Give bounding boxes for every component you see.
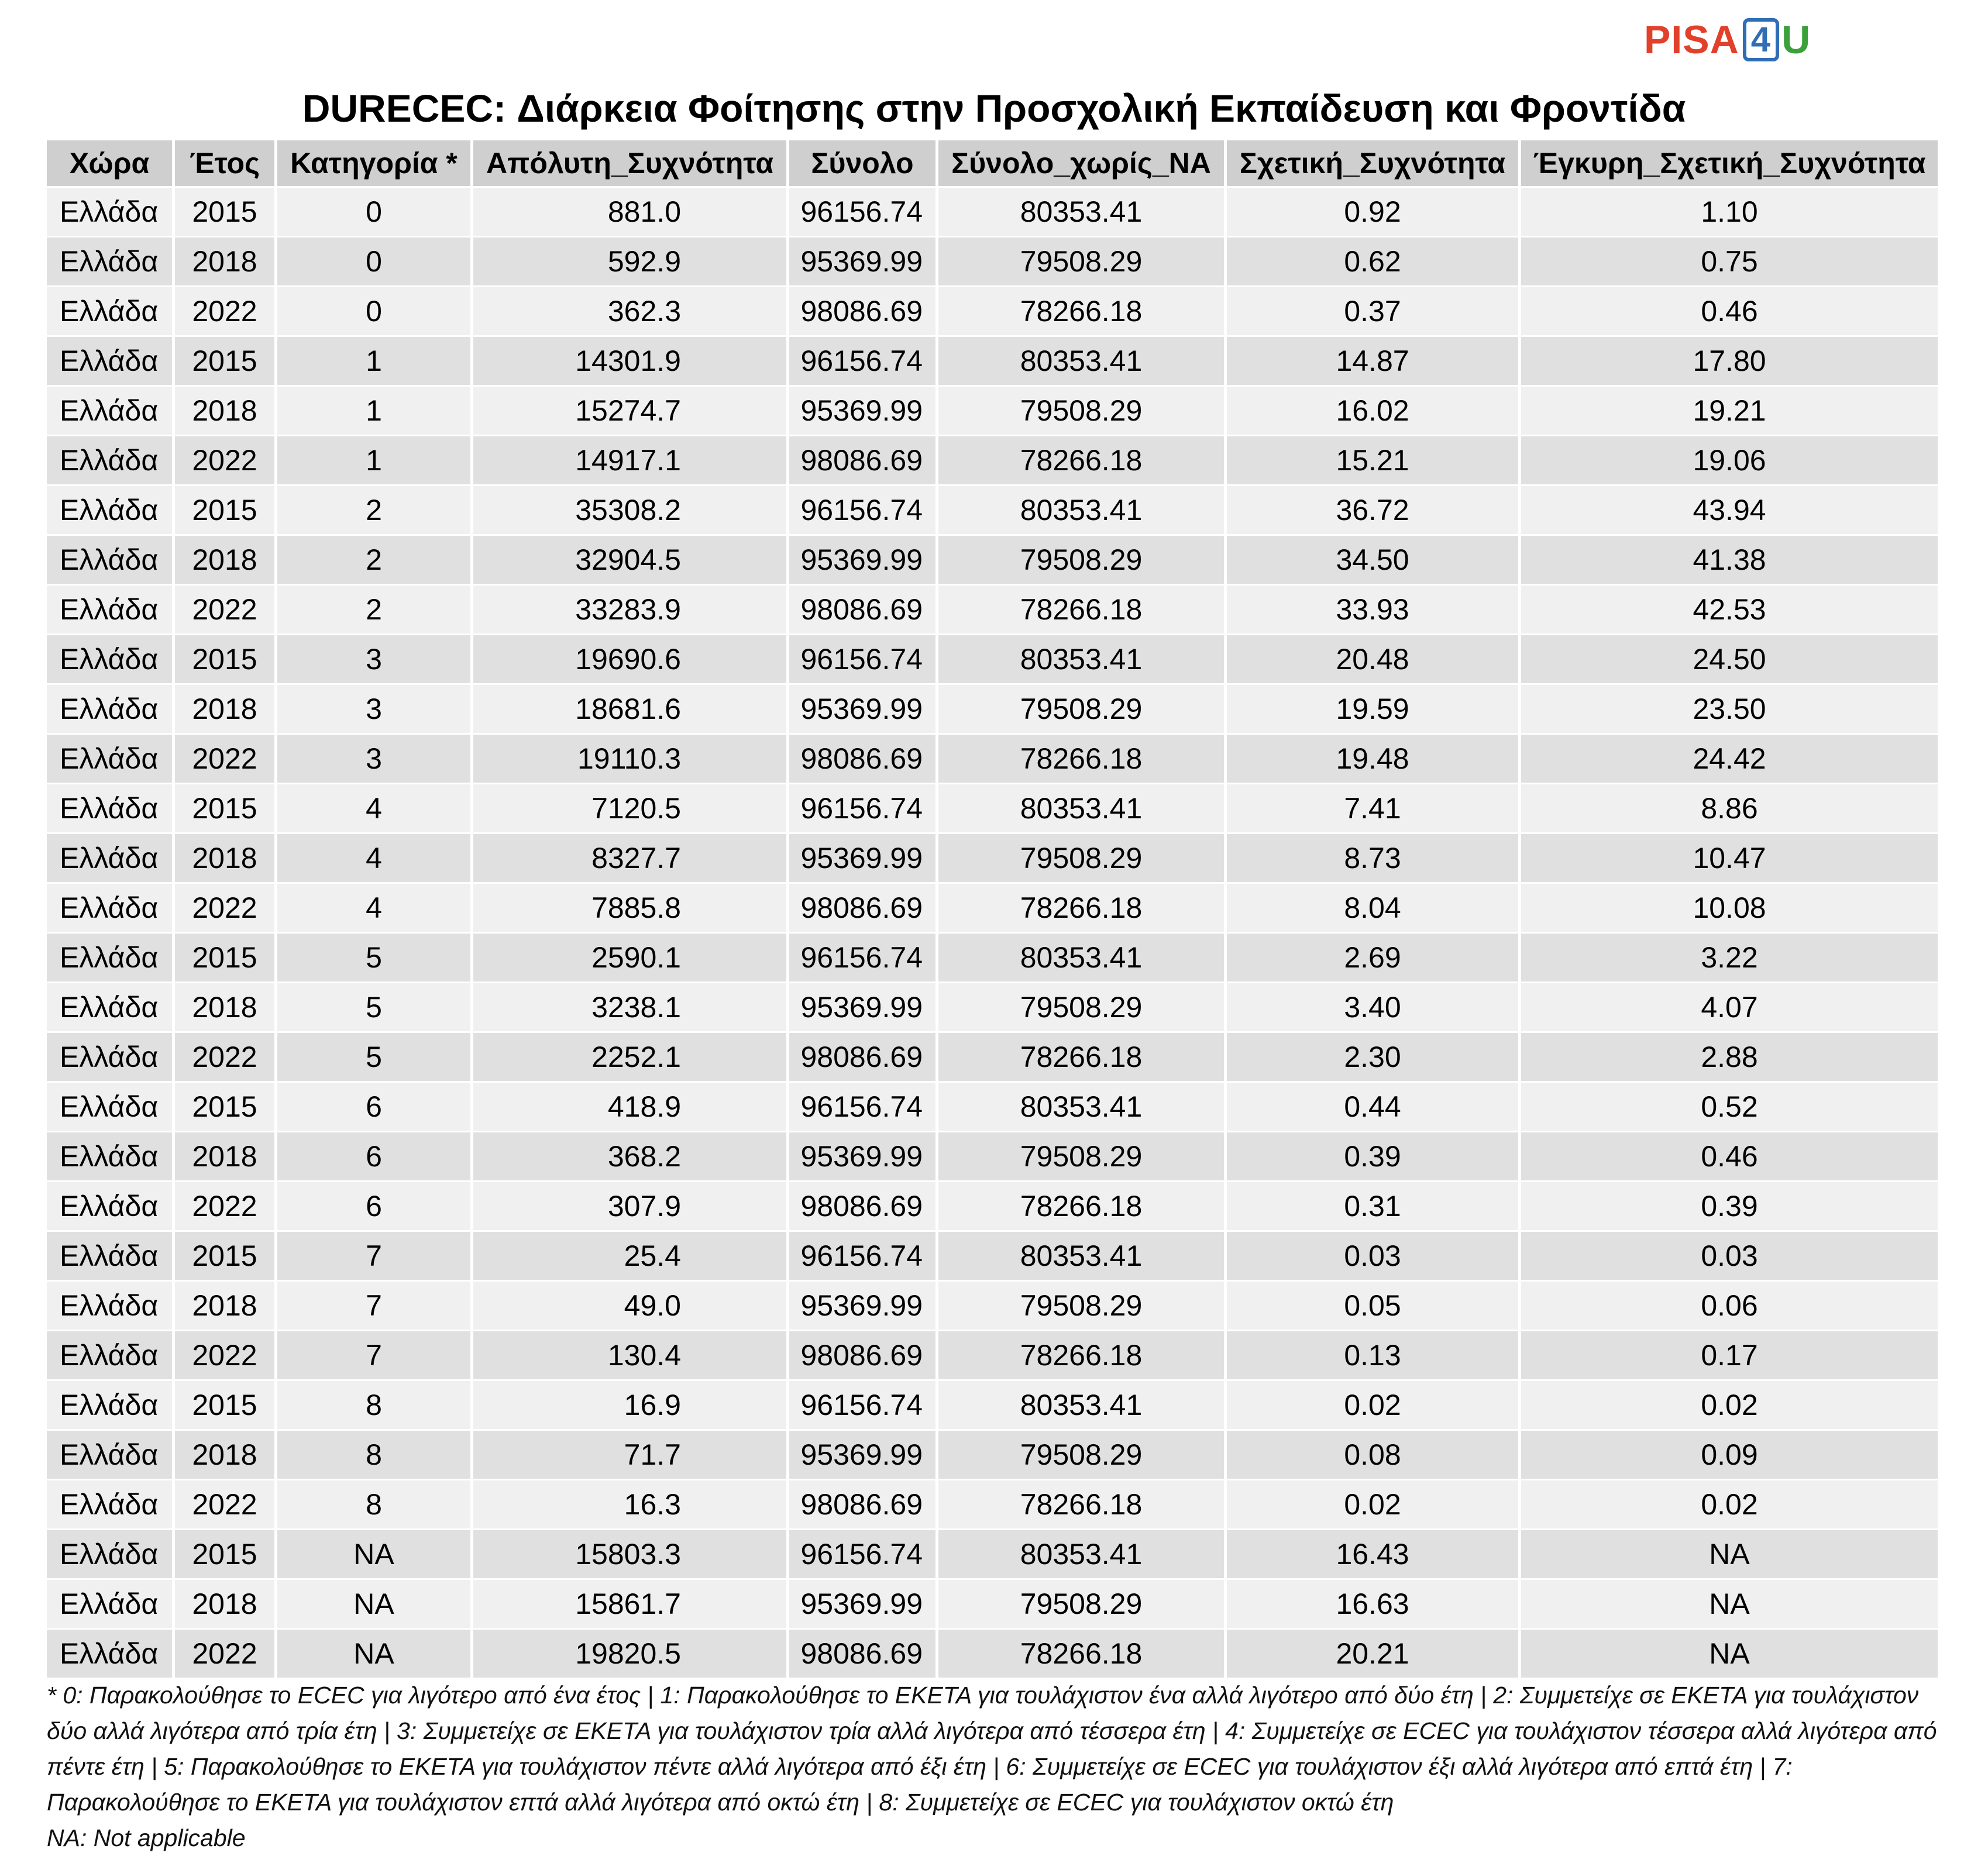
cell-absolute-frequency: 2590.1 — [473, 934, 786, 982]
cell-total: 95369.99 — [789, 536, 935, 584]
cell-category: 6 — [277, 1182, 470, 1230]
cell-category: 2 — [277, 486, 470, 534]
cell-category: 6 — [277, 1083, 470, 1131]
cell-year: 2022 — [175, 735, 274, 783]
cell-total: 96156.74 — [789, 784, 935, 832]
cell-category: 3 — [277, 635, 470, 683]
cell-category: NA — [277, 1630, 470, 1678]
cell-total-without-na: 79508.29 — [938, 536, 1224, 584]
cell-total: 96156.74 — [789, 188, 935, 236]
table-row — [47, 635, 1938, 683]
cell-absolute-frequency: 16.3 — [473, 1480, 786, 1528]
cell-year: 2018 — [175, 834, 274, 882]
cell-category: 0 — [277, 237, 470, 285]
cell-country: Ελλάδα — [47, 1530, 172, 1578]
cell-total-without-na: 80353.41 — [938, 784, 1224, 832]
cell-relative-frequency: 16.63 — [1227, 1580, 1518, 1628]
cell-absolute-frequency: 14917.1 — [473, 436, 786, 484]
cell-absolute-frequency: 19820.5 — [473, 1630, 786, 1678]
cell-total-without-na: 78266.18 — [938, 1331, 1224, 1379]
cell-country: Ελλάδα — [47, 586, 172, 633]
cell-year: 2022 — [175, 586, 274, 633]
cell-total: 98086.69 — [789, 1182, 935, 1230]
cell-year: 2018 — [175, 387, 274, 435]
cell-country: Ελλάδα — [47, 1232, 172, 1280]
cell-total: 98086.69 — [789, 1630, 935, 1678]
cell-category: 1 — [277, 436, 470, 484]
cell-total: 98086.69 — [789, 586, 935, 633]
cell-absolute-frequency: 32904.5 — [473, 536, 786, 584]
table-row — [47, 735, 1938, 783]
cell-valid-relative-frequency: 1.10 — [1521, 188, 1938, 236]
cell-year: 2022 — [175, 1331, 274, 1379]
cell-relative-frequency: 33.93 — [1227, 586, 1518, 633]
cell-category: 4 — [277, 834, 470, 882]
cell-valid-relative-frequency: 4.07 — [1521, 983, 1938, 1031]
cell-valid-relative-frequency: 0.02 — [1521, 1381, 1938, 1429]
cell-absolute-frequency: 15803.3 — [473, 1530, 786, 1578]
table-row — [47, 934, 1938, 982]
cell-year: 2015 — [175, 1083, 274, 1131]
cell-total: 96156.74 — [789, 337, 935, 385]
cell-category: 5 — [277, 934, 470, 982]
cell-valid-relative-frequency: 10.47 — [1521, 834, 1938, 882]
cell-total-without-na: 80353.41 — [938, 934, 1224, 982]
cell-total-without-na: 79508.29 — [938, 1580, 1224, 1628]
cell-country: Ελλάδα — [47, 735, 172, 783]
cell-total-without-na: 78266.18 — [938, 1033, 1224, 1081]
table-body — [47, 188, 1938, 1678]
cell-valid-relative-frequency: 0.02 — [1521, 1480, 1938, 1528]
cell-country: Ελλάδα — [47, 287, 172, 335]
cell-valid-relative-frequency: NA — [1521, 1630, 1938, 1678]
cell-total-without-na: 79508.29 — [938, 1282, 1224, 1330]
cell-relative-frequency: 0.31 — [1227, 1182, 1518, 1230]
table-row — [47, 436, 1938, 484]
table-row — [47, 486, 1938, 534]
cell-relative-frequency: 0.05 — [1227, 1282, 1518, 1330]
table-row — [47, 1530, 1938, 1578]
cell-valid-relative-frequency: 0.39 — [1521, 1182, 1938, 1230]
cell-absolute-frequency: 14301.9 — [473, 337, 786, 385]
cell-total-without-na: 80353.41 — [938, 188, 1224, 236]
cell-absolute-frequency: 49.0 — [473, 1282, 786, 1330]
cell-total-without-na: 78266.18 — [938, 884, 1224, 932]
cell-valid-relative-frequency: 43.94 — [1521, 486, 1938, 534]
cell-total: 96156.74 — [789, 1530, 935, 1578]
cell-valid-relative-frequency: 0.03 — [1521, 1232, 1938, 1280]
cell-valid-relative-frequency: 0.46 — [1521, 1132, 1938, 1180]
cell-relative-frequency: 0.44 — [1227, 1083, 1518, 1131]
cell-relative-frequency: 0.03 — [1227, 1232, 1518, 1280]
cell-total: 96156.74 — [789, 1083, 935, 1131]
footnote — [47, 1678, 1942, 1856]
cell-relative-frequency: 19.48 — [1227, 735, 1518, 783]
cell-relative-frequency: 0.08 — [1227, 1431, 1518, 1479]
cell-total-without-na: 78266.18 — [938, 1480, 1224, 1528]
cell-total-without-na: 79508.29 — [938, 387, 1224, 435]
cell-year: 2022 — [175, 436, 274, 484]
cell-relative-frequency: 8.73 — [1227, 834, 1518, 882]
cell-category: 3 — [277, 735, 470, 783]
cell-country: Ελλάδα — [47, 237, 172, 285]
cell-valid-relative-frequency: 23.50 — [1521, 685, 1938, 733]
cell-relative-frequency: 20.21 — [1227, 1630, 1518, 1678]
cell-absolute-frequency: 130.4 — [473, 1331, 786, 1379]
cell-year: 2018 — [175, 685, 274, 733]
cell-category: 5 — [277, 983, 470, 1031]
column-header-absolute-frequency: Απόλυτη_Συχνότητα — [473, 140, 786, 186]
cell-category: NA — [277, 1530, 470, 1578]
cell-year: 2018 — [175, 1282, 274, 1330]
cell-absolute-frequency: 8327.7 — [473, 834, 786, 882]
table-row — [47, 685, 1938, 733]
table-header-row — [47, 140, 1938, 186]
cell-total-without-na: 79508.29 — [938, 1431, 1224, 1479]
cell-total: 98086.69 — [789, 884, 935, 932]
cell-category: 4 — [277, 884, 470, 932]
cell-year: 2015 — [175, 188, 274, 236]
table-row — [47, 536, 1938, 584]
cell-year: 2015 — [175, 1232, 274, 1280]
cell-relative-frequency: 0.02 — [1227, 1480, 1518, 1528]
cell-year: 2022 — [175, 287, 274, 335]
cell-absolute-frequency: 35308.2 — [473, 486, 786, 534]
cell-total-without-na: 80353.41 — [938, 1232, 1224, 1280]
logo-text-4: 4 — [1743, 18, 1779, 61]
cell-year: 2015 — [175, 934, 274, 982]
cell-total: 95369.99 — [789, 1132, 935, 1180]
cell-total: 95369.99 — [789, 685, 935, 733]
cell-year: 2015 — [175, 1530, 274, 1578]
cell-total: 96156.74 — [789, 1232, 935, 1280]
column-header-category: Κατηγορία * — [277, 140, 470, 186]
cell-total: 95369.99 — [789, 1282, 935, 1330]
cell-total-without-na: 80353.41 — [938, 337, 1224, 385]
cell-valid-relative-frequency: 0.17 — [1521, 1331, 1938, 1379]
page-title: DURECEC: Διάρκεια Φοίτησης στην Προσχολική Εκπαίδευση και Φροντίδα — [302, 87, 1686, 130]
cell-relative-frequency: 0.13 — [1227, 1331, 1518, 1379]
cell-valid-relative-frequency: 0.09 — [1521, 1431, 1938, 1479]
cell-relative-frequency: 0.92 — [1227, 188, 1518, 236]
cell-absolute-frequency: 15861.7 — [473, 1580, 786, 1628]
cell-category: 1 — [277, 337, 470, 385]
cell-country: Ελλάδα — [47, 934, 172, 982]
table-row — [47, 237, 1938, 285]
cell-country: Ελλάδα — [47, 1282, 172, 1330]
cell-category: 8 — [277, 1381, 470, 1429]
cell-total-without-na: 78266.18 — [938, 1182, 1224, 1230]
cell-absolute-frequency: 3238.1 — [473, 983, 786, 1031]
cell-absolute-frequency: 2252.1 — [473, 1033, 786, 1081]
cell-valid-relative-frequency: NA — [1521, 1530, 1938, 1578]
cell-total-without-na: 80353.41 — [938, 635, 1224, 683]
cell-valid-relative-frequency: 41.38 — [1521, 536, 1938, 584]
cell-total-without-na: 80353.41 — [938, 1530, 1224, 1578]
data-table — [44, 139, 1941, 1679]
cell-absolute-frequency: 19690.6 — [473, 635, 786, 683]
cell-category: 6 — [277, 1132, 470, 1180]
cell-category: 0 — [277, 188, 470, 236]
cell-absolute-frequency: 592.9 — [473, 237, 786, 285]
cell-absolute-frequency: 18681.6 — [473, 685, 786, 733]
cell-relative-frequency: 0.39 — [1227, 1132, 1518, 1180]
cell-valid-relative-frequency: 0.46 — [1521, 287, 1938, 335]
cell-total-without-na: 79508.29 — [938, 834, 1224, 882]
cell-country: Ελλάδα — [47, 1580, 172, 1628]
table-row — [47, 1033, 1938, 1081]
cell-absolute-frequency: 362.3 — [473, 287, 786, 335]
cell-country: Ελλάδα — [47, 1132, 172, 1180]
table-row — [47, 1580, 1938, 1628]
cell-category: 5 — [277, 1033, 470, 1081]
table-row — [47, 1232, 1938, 1280]
cell-relative-frequency: 16.02 — [1227, 387, 1518, 435]
cell-relative-frequency: 16.43 — [1227, 1530, 1518, 1578]
table-row — [47, 1480, 1938, 1528]
cell-total: 95369.99 — [789, 387, 935, 435]
column-header-total: Σύνολο — [789, 140, 935, 186]
footnote-na-note: NA: Not applicable — [47, 1824, 246, 1851]
cell-total: 98086.69 — [789, 287, 935, 335]
cell-country: Ελλάδα — [47, 1630, 172, 1678]
table-row — [47, 834, 1938, 882]
cell-country: Ελλάδα — [47, 387, 172, 435]
cell-total: 96156.74 — [789, 635, 935, 683]
table-row — [47, 188, 1938, 236]
cell-total: 95369.99 — [789, 983, 935, 1031]
cell-valid-relative-frequency: 17.80 — [1521, 337, 1938, 385]
cell-relative-frequency: 34.50 — [1227, 536, 1518, 584]
column-header-country: Χώρα — [47, 140, 172, 186]
cell-year: 2018 — [175, 1580, 274, 1628]
table-row — [47, 983, 1938, 1031]
cell-total: 98086.69 — [789, 1033, 935, 1081]
table-row — [47, 1331, 1938, 1379]
table-row — [47, 586, 1938, 633]
cell-valid-relative-frequency: 2.88 — [1521, 1033, 1938, 1081]
cell-valid-relative-frequency: 3.22 — [1521, 934, 1938, 982]
cell-country: Ελλάδα — [47, 337, 172, 385]
cell-year: 2015 — [175, 1381, 274, 1429]
cell-valid-relative-frequency: 0.75 — [1521, 237, 1938, 285]
cell-year: 2022 — [175, 1033, 274, 1081]
column-header-year: Έτος — [175, 140, 274, 186]
cell-relative-frequency: 0.37 — [1227, 287, 1518, 335]
table-row — [47, 1083, 1938, 1131]
cell-relative-frequency: 8.04 — [1227, 884, 1518, 932]
cell-relative-frequency: 0.62 — [1227, 237, 1518, 285]
cell-relative-frequency: 7.41 — [1227, 784, 1518, 832]
cell-year: 2015 — [175, 486, 274, 534]
table-row — [47, 884, 1938, 932]
cell-absolute-frequency: 307.9 — [473, 1182, 786, 1230]
cell-country: Ελλάδα — [47, 1033, 172, 1081]
cell-country: Ελλάδα — [47, 685, 172, 733]
cell-year: 2022 — [175, 1480, 274, 1528]
cell-total: 98086.69 — [789, 1480, 935, 1528]
cell-total-without-na: 79508.29 — [938, 685, 1224, 733]
cell-absolute-frequency: 418.9 — [473, 1083, 786, 1131]
column-header-relative-frequency: Σχετική_Συχνότητα — [1227, 140, 1518, 186]
cell-country: Ελλάδα — [47, 436, 172, 484]
cell-total: 96156.74 — [789, 486, 935, 534]
cell-category: 4 — [277, 784, 470, 832]
cell-year: 2018 — [175, 536, 274, 584]
cell-valid-relative-frequency: 42.53 — [1521, 586, 1938, 633]
table-row — [47, 1381, 1938, 1429]
pisa4u-logo — [1644, 11, 1811, 69]
cell-total-without-na: 79508.29 — [938, 237, 1224, 285]
cell-relative-frequency: 19.59 — [1227, 685, 1518, 733]
cell-valid-relative-frequency: 19.06 — [1521, 436, 1938, 484]
cell-country: Ελλάδα — [47, 1182, 172, 1230]
cell-country: Ελλάδα — [47, 1083, 172, 1131]
cell-year: 2015 — [175, 337, 274, 385]
cell-category: 7 — [277, 1331, 470, 1379]
table-row — [47, 1630, 1938, 1678]
cell-total-without-na: 80353.41 — [938, 486, 1224, 534]
cell-total: 95369.99 — [789, 1580, 935, 1628]
cell-total-without-na: 78266.18 — [938, 735, 1224, 783]
cell-relative-frequency: 2.69 — [1227, 934, 1518, 982]
cell-category: 2 — [277, 536, 470, 584]
cell-total-without-na: 80353.41 — [938, 1381, 1224, 1429]
cell-valid-relative-frequency: 24.42 — [1521, 735, 1938, 783]
cell-total: 98086.69 — [789, 1331, 935, 1379]
cell-absolute-frequency: 881.0 — [473, 188, 786, 236]
cell-category: 8 — [277, 1480, 470, 1528]
cell-total-without-na: 78266.18 — [938, 1630, 1224, 1678]
cell-year: 2015 — [175, 784, 274, 832]
cell-absolute-frequency: 7120.5 — [473, 784, 786, 832]
cell-absolute-frequency: 15274.7 — [473, 387, 786, 435]
cell-country: Ελλάδα — [47, 536, 172, 584]
cell-year: 2018 — [175, 1132, 274, 1180]
table-row — [47, 1182, 1938, 1230]
cell-category: 3 — [277, 685, 470, 733]
cell-country: Ελλάδα — [47, 188, 172, 236]
cell-absolute-frequency: 368.2 — [473, 1132, 786, 1180]
column-header-valid-relative-frequency: Έγκυρη_Σχετική_Συχνότητα — [1521, 140, 1938, 186]
cell-category: 7 — [277, 1232, 470, 1280]
cell-valid-relative-frequency: 10.08 — [1521, 884, 1938, 932]
cell-country: Ελλάδα — [47, 1480, 172, 1528]
cell-relative-frequency: 14.87 — [1227, 337, 1518, 385]
cell-total-without-na: 78266.18 — [938, 586, 1224, 633]
cell-category: 7 — [277, 1282, 470, 1330]
cell-relative-frequency: 36.72 — [1227, 486, 1518, 534]
cell-country: Ελλάδα — [47, 1331, 172, 1379]
cell-relative-frequency: 20.48 — [1227, 635, 1518, 683]
cell-total: 95369.99 — [789, 1431, 935, 1479]
cell-year: 2018 — [175, 237, 274, 285]
table-row — [47, 287, 1938, 335]
cell-year: 2022 — [175, 1630, 274, 1678]
cell-total: 96156.74 — [789, 1381, 935, 1429]
cell-total-without-na: 80353.41 — [938, 1083, 1224, 1131]
cell-year: 2022 — [175, 1182, 274, 1230]
cell-country: Ελλάδα — [47, 884, 172, 932]
cell-total-without-na: 79508.29 — [938, 983, 1224, 1031]
cell-valid-relative-frequency: 8.86 — [1521, 784, 1938, 832]
cell-category: 2 — [277, 586, 470, 633]
cell-year: 2018 — [175, 1431, 274, 1479]
footnote-categories: * 0: Παρακολούθησε το ECEC για λιγότερο από ένα έτος | 1: Παρακολούθησε το ΕΚΕΤΑ για τουλάχιστον ένα αλλά λιγότερο από δύο έτη | 2: Συμμετείχε σε ΕΚΕΤΑ για τουλάχιστον δύο αλλά λιγότερα από τρία έτη | 3: Συμμετείχε σε ΕΚΕΤΑ για τουλάχιστον τρία αλλά λιγότερα από τέσσερα έτη | 4: Συμμετείχε σε ECEC για τουλάχιστον τέσσερα αλλά λιγότερα από πέντε έτη | 5: Παρακολούθησε το ΕΚΕΤΑ για τουλάχιστον πέντε αλλά λιγότερα από έξι έτη | 6: Συμμετείχε σε ECEC για τουλάχιστον έξι αλλά λιγότερα από επτά έτη | 7: Παρακολούθησε το ΕΚΕΤΑ για τουλάχιστον επτά αλλά λιγότερα από οκτώ έτη | 8: Συμμετείχε σε ECEC για τουλάχιστον οκτώ έτη — [47, 1682, 1937, 1816]
cell-category: NA — [277, 1580, 470, 1628]
table-row — [47, 1431, 1938, 1479]
cell-year: 2015 — [175, 635, 274, 683]
cell-total-without-na: 78266.18 — [938, 436, 1224, 484]
table-row — [47, 1132, 1938, 1180]
cell-year: 2018 — [175, 983, 274, 1031]
cell-total-without-na: 79508.29 — [938, 1132, 1224, 1180]
cell-country: Ελλάδα — [47, 983, 172, 1031]
cell-total: 95369.99 — [789, 834, 935, 882]
cell-total-without-na: 78266.18 — [938, 287, 1224, 335]
cell-category: 0 — [277, 287, 470, 335]
cell-total: 98086.69 — [789, 436, 935, 484]
cell-relative-frequency: 0.02 — [1227, 1381, 1518, 1429]
cell-absolute-frequency: 25.4 — [473, 1232, 786, 1280]
table-row — [47, 387, 1938, 435]
cell-absolute-frequency: 71.7 — [473, 1431, 786, 1479]
cell-country: Ελλάδα — [47, 784, 172, 832]
table-row — [47, 784, 1938, 832]
cell-category: 1 — [277, 387, 470, 435]
cell-relative-frequency: 2.30 — [1227, 1033, 1518, 1081]
cell-country: Ελλάδα — [47, 1431, 172, 1479]
cell-total: 96156.74 — [789, 934, 935, 982]
cell-relative-frequency: 3.40 — [1227, 983, 1518, 1031]
cell-absolute-frequency: 19110.3 — [473, 735, 786, 783]
cell-valid-relative-frequency: 24.50 — [1521, 635, 1938, 683]
logo-text-pisa: PISA — [1644, 18, 1739, 62]
cell-absolute-frequency: 16.9 — [473, 1381, 786, 1429]
cell-year: 2022 — [175, 884, 274, 932]
cell-total: 98086.69 — [789, 735, 935, 783]
cell-absolute-frequency: 7885.8 — [473, 884, 786, 932]
cell-country: Ελλάδα — [47, 834, 172, 882]
cell-country: Ελλάδα — [47, 486, 172, 534]
cell-category: 8 — [277, 1431, 470, 1479]
cell-relative-frequency: 15.21 — [1227, 436, 1518, 484]
cell-valid-relative-frequency: 19.21 — [1521, 387, 1938, 435]
cell-total: 95369.99 — [789, 237, 935, 285]
cell-country: Ελλάδα — [47, 635, 172, 683]
table-row — [47, 337, 1938, 385]
cell-valid-relative-frequency: 0.06 — [1521, 1282, 1938, 1330]
cell-absolute-frequency: 33283.9 — [473, 586, 786, 633]
cell-valid-relative-frequency: NA — [1521, 1580, 1938, 1628]
table-row — [47, 1282, 1938, 1330]
logo-text-u: U — [1781, 18, 1811, 62]
cell-valid-relative-frequency: 0.52 — [1521, 1083, 1938, 1131]
cell-country: Ελλάδα — [47, 1381, 172, 1429]
column-header-total-without-na: Σύνολο_χωρίς_NA — [938, 140, 1224, 186]
